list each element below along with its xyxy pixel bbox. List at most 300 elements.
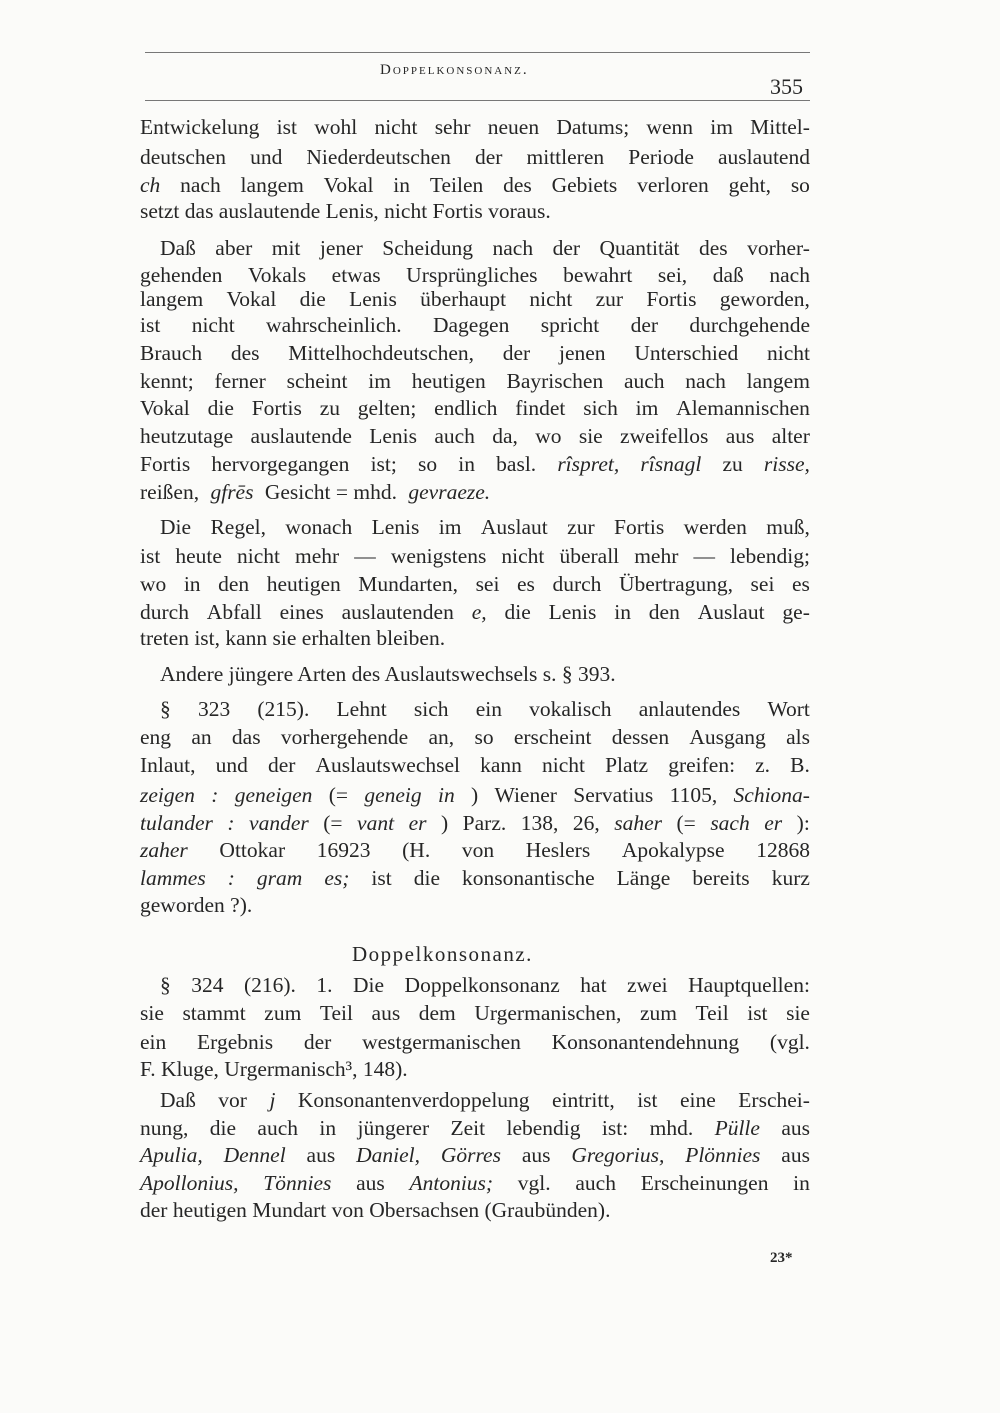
text-run: findet: [515, 396, 566, 420]
text-run: treten ist, kann sie erhalten bleiben.: [140, 626, 446, 650]
text-run: kann: [480, 753, 522, 777]
text-line: [140, 1197, 810, 1223]
text-run: auch: [257, 1116, 298, 1140]
italic-text: e,: [471, 600, 487, 624]
text-run: neuen: [487, 115, 540, 139]
text-run: Mundarten,: [358, 572, 459, 596]
text-run: anlautendes: [638, 697, 741, 721]
text-run: (=: [676, 811, 696, 835]
text-run: 16923: [316, 838, 371, 862]
text-run: wenn: [646, 115, 693, 139]
text-run: der: [267, 753, 296, 777]
text-run: kurz: [771, 866, 810, 890]
text-line: [140, 172, 810, 198]
text-line: [160, 514, 810, 540]
italic-text: Tönnies: [263, 1171, 332, 1195]
text-run: sei,: [657, 263, 688, 287]
text-run: den: [218, 572, 250, 596]
text-run: Vokal: [323, 173, 374, 197]
text-run: muß,: [766, 515, 810, 539]
text-run: wo: [140, 572, 167, 596]
text-run: da,: [492, 424, 518, 448]
text-line: [140, 1029, 810, 1055]
text-run: mhd.: [649, 1116, 694, 1140]
text-line: [140, 543, 810, 569]
text-run: 323: [197, 697, 231, 721]
italic-text: lammes: [140, 866, 206, 890]
text-run: überhaupt: [420, 287, 507, 311]
text-run: Mittel-: [750, 115, 810, 139]
signature-mark: 23*: [770, 1250, 793, 1266]
text-run: Heslers: [525, 838, 591, 862]
text-line: [140, 1170, 810, 1196]
text-run: zum: [264, 1001, 302, 1025]
text-run: Gesicht = mhd.: [259, 480, 403, 504]
text-run: bereits: [692, 866, 750, 890]
italic-text: gfrēs: [210, 480, 254, 504]
text-run: ):: [796, 811, 810, 835]
text-run: Vokal: [140, 396, 190, 420]
text-run: zur: [595, 287, 624, 311]
text-run: nicht: [374, 115, 418, 139]
text-run: nung,: [140, 1116, 189, 1140]
text-run: §: [160, 973, 171, 997]
italic-text: rîsnagl: [640, 452, 702, 476]
text-line: [140, 198, 810, 224]
text-run: scheint: [286, 369, 348, 393]
text-run: Erschei-: [738, 1088, 810, 1112]
text-run: Regel,: [210, 515, 266, 539]
text-run: Abfall: [206, 600, 262, 624]
text-run: in: [793, 1171, 810, 1195]
text-run: wohl: [314, 115, 358, 139]
italic-text: saher: [614, 811, 663, 835]
text-run: Alemannischen: [676, 396, 810, 420]
text-run: Servatius: [573, 783, 654, 807]
text-run: im: [710, 115, 733, 139]
text-line: [140, 312, 810, 338]
text-run: in: [319, 1116, 337, 1140]
text-run: Parz.: [462, 811, 507, 835]
text-run: ist;: [370, 452, 397, 476]
text-line: [140, 1115, 810, 1141]
text-run: dessen: [611, 725, 670, 749]
text-run: an,: [428, 725, 455, 749]
text-run: als: [786, 725, 810, 749]
text-run: (215).: [257, 697, 310, 721]
text-run: der: [552, 236, 581, 260]
text-run: etwas: [331, 263, 381, 287]
text-run: sie: [578, 424, 603, 448]
text-run: das: [231, 725, 261, 749]
text-run: aus: [725, 424, 755, 448]
text-run: der: [630, 313, 659, 337]
text-run: nach: [685, 369, 726, 393]
text-run: Fortis: [140, 452, 191, 476]
text-run: der: [502, 341, 531, 365]
text-run: Lenis: [371, 515, 420, 539]
text-run: ist:: [601, 1116, 629, 1140]
text-run: ist: [371, 866, 392, 890]
text-run: durchgehende: [689, 313, 810, 337]
text-run: durch: [140, 600, 189, 624]
text-run: ferner: [214, 369, 266, 393]
text-run: Gebiets: [551, 173, 618, 197]
italic-text: es;: [324, 866, 350, 890]
text-run: aus: [371, 1001, 401, 1025]
text-run: der heutigen Mundart von Obersachsen (Graubünden).: [140, 1198, 611, 1222]
text-run: 1.: [316, 973, 333, 997]
text-run: im: [368, 369, 391, 393]
text-run: konsonantische: [462, 866, 595, 890]
text-run: bewahrt: [563, 263, 633, 287]
text-run: hat: [580, 973, 607, 997]
text-run: ge-: [782, 600, 810, 624]
text-line: [140, 1000, 810, 1026]
text-run: Auslaut: [480, 515, 548, 539]
text-run: Lehnt: [336, 697, 387, 721]
text-run: im: [438, 515, 462, 539]
text-run: Ursprüngliches: [406, 263, 538, 287]
text-run: nach: [180, 173, 221, 197]
text-run: endlich: [434, 396, 498, 420]
text-run: verloren: [637, 173, 709, 197]
text-run: Auslaut: [697, 600, 765, 624]
italic-text: Schiona-: [733, 783, 810, 807]
text-run: heute: [175, 544, 222, 568]
text-line: [140, 810, 810, 836]
italic-text: geneigen: [234, 783, 313, 807]
text-run: zwei: [627, 973, 668, 997]
text-run: heutzutage: [140, 424, 234, 448]
text-run: zu: [722, 452, 743, 476]
text-line: [140, 286, 810, 312]
text-run: westgermanischen: [362, 1030, 521, 1054]
text-run: ist: [637, 1088, 658, 1112]
text-line: [140, 892, 810, 918]
text-run: nicht: [542, 753, 585, 777]
text-run: ): [471, 783, 479, 807]
header-rule-top: [145, 52, 810, 53]
text-run: Daß: [160, 1088, 196, 1112]
text-run: setzt das auslautende Lenis, nicht Fortis voraus.: [140, 199, 551, 223]
text-run: lebendig: [506, 1116, 581, 1140]
italic-text: j: [269, 1088, 276, 1112]
italic-text: Görres: [440, 1143, 501, 1167]
text-run: 26,: [572, 811, 600, 835]
text-run: Datums;: [556, 115, 630, 139]
italic-text: tulander: [140, 811, 213, 835]
text-run: in: [614, 600, 631, 624]
italic-text: sach: [710, 811, 750, 835]
text-run: Konsonantenverdoppelung: [297, 1088, 530, 1112]
text-run: gelten;: [357, 396, 417, 420]
text-run: es: [517, 572, 535, 596]
text-run: zur: [567, 515, 595, 539]
italic-text: Apulia,: [140, 1143, 203, 1167]
text-run: nach: [769, 263, 810, 287]
text-run: auslautenden: [341, 600, 454, 624]
text-run: sei: [475, 572, 500, 596]
text-run: (vgl.: [769, 1030, 810, 1054]
text-run: daß: [712, 263, 744, 287]
text-line: [160, 696, 810, 722]
text-run: aus: [306, 1143, 336, 1167]
text-run: basl.: [496, 452, 537, 476]
text-run: Lenis: [369, 424, 418, 448]
text-run: Fortis: [614, 515, 665, 539]
text-run: Entwickelung: [140, 115, 260, 139]
text-run: reißen,: [140, 480, 205, 504]
text-run: sich: [413, 697, 449, 721]
italic-text: gram: [256, 866, 303, 890]
text-run: der: [474, 145, 503, 169]
text-run: B.: [790, 753, 810, 777]
text-run: wo: [535, 424, 562, 448]
text-run: lebendig;: [729, 544, 810, 568]
text-run: ein: [140, 1030, 167, 1054]
text-run: Inlaut,: [140, 753, 196, 777]
italic-text: Plönnies: [685, 1143, 761, 1167]
text-run: Andere jüngere Arten des Auslautswechsels s. § 393.: [160, 662, 616, 686]
text-run: Ausgang: [689, 725, 766, 749]
italic-text: er: [764, 811, 783, 835]
italic-text: gevraeze.: [408, 480, 491, 504]
text-run: so: [418, 452, 438, 476]
text-line: [140, 837, 810, 863]
text-line: [140, 865, 810, 891]
text-run: (=: [328, 783, 348, 807]
text-run: Hauptquellen:: [688, 973, 810, 997]
text-run: wenigstens: [390, 544, 487, 568]
text-run: dem: [418, 1001, 456, 1025]
text-line: [140, 451, 810, 477]
text-run: werden: [683, 515, 747, 539]
text-line: [140, 782, 810, 808]
text-run: Erscheinungen: [640, 1171, 769, 1195]
text-line: [140, 1142, 810, 1168]
italic-text: in: [437, 783, 455, 807]
text-run: aus: [781, 1143, 810, 1167]
text-run: Scheidung: [382, 236, 474, 260]
text-run: Übertragung,: [618, 572, 733, 596]
italic-text: zeigen: [140, 783, 195, 807]
text-run: ein: [475, 697, 502, 721]
text-run: —: [693, 544, 715, 568]
text-run: und: [250, 145, 283, 169]
text-run: Niederdeutschen: [306, 145, 451, 169]
text-run: die: [209, 1116, 237, 1140]
text-run: in: [458, 452, 476, 476]
text-run: die: [299, 287, 326, 311]
text-run: so: [790, 173, 810, 197]
text-run: greifen:: [668, 753, 736, 777]
text-line: [160, 661, 810, 687]
text-run: langem: [240, 173, 304, 197]
text-run: Doppelkonsonanz: [404, 973, 560, 997]
text-run: eintritt,: [552, 1088, 615, 1112]
text-run: Wiener: [494, 783, 557, 807]
text-run: §: [160, 697, 171, 721]
text-run: in: [183, 572, 201, 596]
text-line: [140, 724, 810, 750]
text-run: ist: [747, 1001, 768, 1025]
text-run: zweifellos: [620, 424, 709, 448]
text-run: Die: [353, 973, 385, 997]
text-run: heutigen: [266, 572, 341, 596]
italic-text: Gregorius,: [571, 1143, 665, 1167]
text-line: [140, 423, 810, 449]
text-line: [140, 571, 810, 597]
italic-text: vander: [249, 811, 309, 835]
text-run: vokalisch: [529, 697, 612, 721]
text-run: auch: [575, 1171, 616, 1195]
italic-text: Dennel: [223, 1143, 286, 1167]
text-run: Lenis: [548, 600, 597, 624]
text-run: jener: [319, 236, 363, 260]
text-run: eng: [140, 725, 172, 749]
text-run: mit: [271, 236, 301, 260]
text-run: Ergebnis: [197, 1030, 274, 1054]
text-run: die: [207, 396, 234, 420]
text-run: den: [648, 600, 680, 624]
text-line: [140, 368, 810, 394]
text-run: (H.: [402, 838, 431, 862]
text-line: [160, 1087, 810, 1113]
text-run: es: [791, 572, 810, 596]
text-run: aus: [356, 1171, 385, 1195]
text-run: auslautende: [250, 424, 352, 448]
italic-text: er: [408, 811, 427, 835]
italic-text: Antonius;: [409, 1171, 494, 1195]
text-run: hervorgegangen: [211, 452, 350, 476]
text-run: —: [354, 544, 376, 568]
text-run: 138,: [520, 811, 559, 835]
text-run: ist: [276, 115, 297, 139]
text-run: Fortis: [251, 396, 302, 420]
text-run: des: [230, 341, 260, 365]
text-run: Wort: [767, 697, 810, 721]
text-run: aus: [521, 1143, 551, 1167]
text-run: heutigen: [411, 369, 486, 393]
text-run: nicht: [236, 544, 280, 568]
text-run: Die: [160, 515, 192, 539]
text-run: des: [698, 236, 728, 260]
text-line: [140, 114, 810, 140]
text-line: [140, 340, 810, 366]
italic-text: Pülle: [714, 1116, 760, 1140]
text-line: [140, 395, 810, 421]
italic-text: geneig: [364, 783, 422, 807]
text-run: geht,: [728, 173, 771, 197]
text-run: die: [504, 600, 531, 624]
text-run: aber: [215, 236, 253, 260]
text-run: nach: [492, 236, 534, 260]
text-run: (=: [323, 811, 343, 835]
text-line: [140, 752, 810, 778]
text-run: so: [474, 725, 494, 749]
text-run: nicht: [766, 341, 810, 365]
text-run: Platz: [605, 753, 649, 777]
text-run: gehenden: [140, 263, 223, 287]
text-run: nicht: [529, 287, 573, 311]
text-run: Lenis: [349, 287, 397, 311]
text-run: sie: [786, 1001, 810, 1025]
italic-text: rîspret,: [557, 452, 620, 476]
text-run: auch: [434, 424, 475, 448]
text-run: Ottokar: [219, 838, 286, 862]
italic-text: :: [211, 783, 219, 807]
text-run: vgl.: [517, 1171, 551, 1195]
text-run: durch: [552, 572, 602, 596]
running-title: Doppelkonsonanz.: [380, 62, 529, 78]
text-run: stammt: [182, 1001, 246, 1025]
text-run: auch: [623, 369, 665, 393]
italic-text: :: [227, 866, 235, 890]
text-run: Urgermanischen,: [474, 1001, 622, 1025]
text-run: zum: [639, 1001, 677, 1025]
text-run: aus: [781, 1116, 810, 1140]
text-run: Daß: [160, 236, 196, 260]
text-run: ist: [140, 313, 161, 337]
text-run: 12868: [756, 838, 810, 862]
text-line: [140, 479, 810, 505]
text-run: von: [461, 838, 495, 862]
text-run: eines: [279, 600, 324, 624]
text-run: überall: [559, 544, 620, 568]
text-run: wahrscheinlich.: [266, 313, 402, 337]
text-run: z.: [755, 753, 771, 777]
text-run: Unterschied: [634, 341, 739, 365]
text-run: jenen: [558, 341, 606, 365]
text-run: mittleren: [526, 145, 605, 169]
text-run: F. Kluge, Urgermanisch³, 148).: [140, 1057, 408, 1081]
text-run: Länge: [616, 866, 671, 890]
text-run: sehr: [434, 115, 471, 139]
section-heading: Doppelkonsonanz.: [352, 942, 533, 966]
italic-text: vant: [357, 811, 395, 835]
text-run: Zeit: [450, 1116, 486, 1140]
text-run: 1105,: [669, 783, 718, 807]
text-run: vor: [218, 1088, 247, 1112]
text-run: die: [413, 866, 441, 890]
text-run: im: [635, 396, 659, 420]
text-run: nicht: [191, 313, 235, 337]
text-run: des: [503, 173, 532, 197]
text-run: (216).: [243, 973, 296, 997]
italic-text: Daniel,: [356, 1143, 420, 1167]
text-run: vorhergehende: [280, 725, 409, 749]
text-run: Vokal: [226, 287, 277, 311]
text-run: an: [191, 725, 212, 749]
text-run: Brauch: [140, 341, 203, 365]
header-rule-bottom: [145, 100, 810, 101]
text-run: und: [215, 753, 248, 777]
text-line: [160, 235, 810, 261]
text-run: nicht: [501, 544, 545, 568]
italic-text: zaher: [140, 838, 188, 862]
text-run: Bayrischen: [506, 369, 604, 393]
text-run: alter: [771, 424, 810, 448]
text-line: [160, 972, 810, 998]
text-line: [140, 625, 810, 651]
text-run: Mittelhochdeutschen,: [288, 341, 474, 365]
text-run: der: [303, 1030, 332, 1054]
text-run: kennt;: [140, 369, 194, 393]
italic-text: :: [227, 811, 235, 835]
text-run: mehr: [634, 544, 679, 568]
text-run: ): [440, 811, 449, 835]
